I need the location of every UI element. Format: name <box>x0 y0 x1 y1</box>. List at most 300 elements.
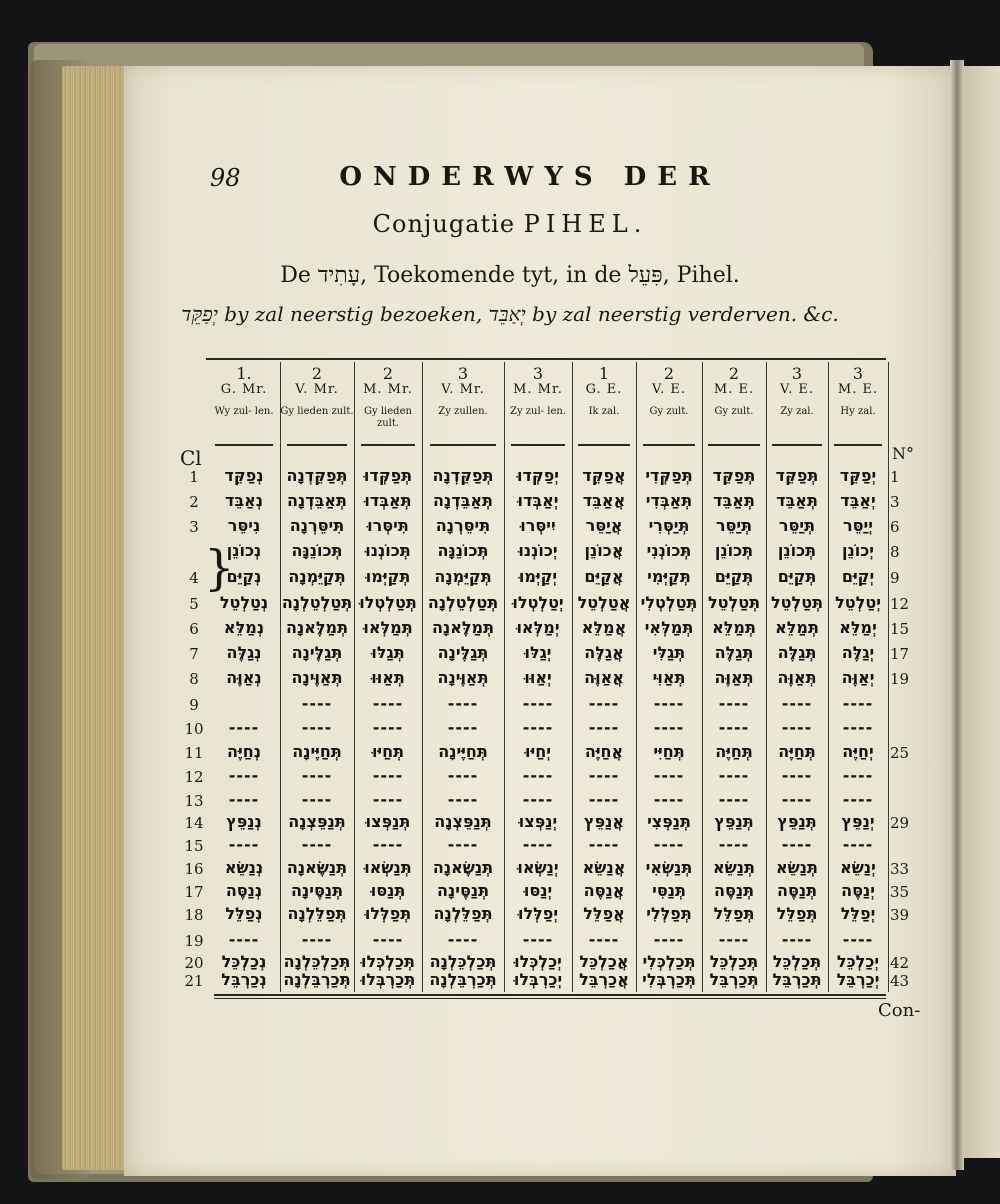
column-header-rule <box>215 444 273 446</box>
table-cell: תְּפַקֵּדְנָה <box>432 466 494 485</box>
table-cell: ---- <box>653 766 685 785</box>
example-line: יְפַקֵּד by zal neerstig bezoeken, יְאַבֵּד by zal neerstig verderven. &c. <box>181 302 839 326</box>
table-cell: תְּכַרְבֵּל <box>772 970 822 989</box>
table-cell: תְּפַקֵּדְנָה <box>286 466 348 485</box>
table-cell: תְּנַסֶּינָה <box>436 881 489 900</box>
row-class-number: 17 <box>184 883 204 901</box>
table-cell: יְנַפֵּץ <box>841 812 875 831</box>
table-cell: ---- <box>301 930 333 949</box>
table-cell: אֲאַבֵּד <box>582 491 626 510</box>
table-cell: תְּפַלֵּלְנָה <box>433 904 493 923</box>
table-cell: יְפַקֵּד <box>839 466 877 485</box>
column-header-rule <box>287 444 346 446</box>
table-cell: נְכַלְכֵּל <box>221 952 267 971</box>
table-cell: ---- <box>522 766 554 785</box>
row-reference-number: 35 <box>890 883 910 901</box>
column-header-trans: Zy zul- len. <box>510 406 566 417</box>
column-header-person: M. E. <box>713 382 755 397</box>
table-cell: ---- <box>588 930 620 949</box>
column-header <box>702 364 766 418</box>
table-cell: תְּנַפְּצִי <box>647 812 691 831</box>
column-header-trans: Wy zul- len. <box>214 406 274 417</box>
table-cell: תְּכַלְכֵּלְנָה <box>429 952 497 971</box>
table-cell: ---- <box>228 766 260 785</box>
table-cell: אֲנַפֵּץ <box>584 812 624 831</box>
table-cell: תְּכַלְכֵּל <box>709 952 759 971</box>
column-header-num: 2 <box>663 364 675 383</box>
column-header <box>636 364 702 418</box>
column-header <box>422 364 504 418</box>
table-top-rule <box>206 358 886 360</box>
table-cell: תְּגַלֶּה <box>777 643 817 662</box>
table-cell: תְּאַוֶּינָה <box>437 668 489 687</box>
table-cell: ---- <box>653 718 685 737</box>
table-cell: יְנַשְּׂאוּ <box>517 858 559 877</box>
table-cell: נְכַרְבֵּל <box>221 970 267 989</box>
table-cell: אֲנַשֵּׂא <box>582 858 626 877</box>
table-cell: יְיַסֵּר <box>843 516 873 535</box>
table-cell: נְנַשֵּׂא <box>224 858 264 877</box>
table-cell: תְּנַשְּׂאִי <box>645 858 693 877</box>
table-cell: ---- <box>447 694 479 713</box>
table-cell: אֲגַלֶּה <box>584 643 624 662</box>
table-cell: ---- <box>447 930 479 949</box>
table-cell: תְּנַפֵּץ <box>777 812 817 831</box>
table-cell: יְטַלְטֵל <box>835 593 881 612</box>
row-reference-number: 29 <box>890 814 910 832</box>
table-cell: ---- <box>372 766 404 785</box>
table-cell: יְחַיּוּ <box>525 742 551 761</box>
table-bottom-rule <box>214 994 886 996</box>
table-cell: תְּחַיּוּ <box>371 742 405 761</box>
table-cell: תְּנַשֵּׂא <box>713 858 755 877</box>
table-cell: תְּאַוּוּ <box>371 668 405 687</box>
table-cell: יְכַרְבֵּל <box>836 970 880 989</box>
table-cell: אֲכוֹנֵן <box>584 541 624 560</box>
column-header-num: 3 <box>852 364 864 383</box>
table-cell: ---- <box>588 790 620 809</box>
table-cell: נְפַקֵּד <box>224 466 264 485</box>
row-class-number: 15 <box>184 837 204 855</box>
column-header-trans: Gy lieden zult. <box>280 406 354 417</box>
table-cell: ---- <box>842 766 874 785</box>
table-cell: נְחַיֶּה <box>227 742 261 761</box>
table-cell: תְּחַיֶּינָה <box>292 742 342 761</box>
row-class-number: 6 <box>189 620 199 638</box>
table-cell: תְּנַפְּצוּ <box>365 812 411 831</box>
column-header-person: V. E. <box>651 382 686 397</box>
table-cell: יְקַיְּמוּ <box>518 567 558 586</box>
row-reference-number: 3 <box>890 493 900 511</box>
table-cell: ---- <box>588 835 620 854</box>
table-cell: תְּכוֹנֵנָּה <box>437 541 489 560</box>
table-cell: יְאַוּוּ <box>524 668 552 687</box>
column-header-rule <box>643 444 696 446</box>
table-cell: ---- <box>718 930 750 949</box>
subtitle: De עָתִיד, Toekomende tyt, in de פִּעֵל, Pihel. <box>280 263 740 288</box>
table-cell: ---- <box>301 766 333 785</box>
table-cell: תְּנַסֶּה <box>713 881 755 900</box>
table-cell: אֲיַסֵּר <box>585 516 623 535</box>
row-class-number: 1 <box>189 468 199 486</box>
column-header-rule <box>511 444 565 446</box>
table-cell: תְּאַבֵּד <box>776 491 818 510</box>
table-cell: תְּאַוִּי <box>652 668 686 687</box>
catchword: Con- <box>878 1000 921 1021</box>
page-number: 98 <box>210 164 241 192</box>
table-cell: אֲאַוֶּה <box>584 668 624 687</box>
column-header <box>572 364 636 418</box>
column-header-trans: Hy zal. <box>840 406 876 417</box>
row-class-number: 3 <box>189 518 199 536</box>
column-header-num: 2 <box>728 364 740 383</box>
table-cell: תְּנַשֵּׂא <box>776 858 818 877</box>
table-cell: נְמַלֵּא <box>223 618 265 637</box>
table-cell: תְּטַלְטֵל <box>770 593 824 612</box>
row-class-number: 13 <box>184 792 204 810</box>
column-header-person: M. E. <box>837 382 879 397</box>
table-cell: יְכַלְכְּלוּ <box>514 952 562 971</box>
table-cell: תְּגַלֶּינָה <box>291 643 343 662</box>
table-cell: תְּאַבֵּדְנָה <box>433 491 493 510</box>
table-cell: יְכַלְכֵּל <box>836 952 880 971</box>
table-cell: נְאַבֵּד <box>224 491 264 510</box>
table-cell: ---- <box>718 790 750 809</box>
row-reference-number: 43 <box>890 972 910 990</box>
table-cell: תְּגַלֶּינָה <box>437 643 489 662</box>
table-cell: אֲטַלְטֵל <box>577 593 631 612</box>
table-cell: תְּפַקֵּד <box>775 466 819 485</box>
table-cell: ---- <box>522 835 554 854</box>
table-cell: יְמַלְּאוּ <box>516 618 560 637</box>
row-class-number: 18 <box>184 906 204 924</box>
column-header-trans: Zy zal. <box>780 406 814 417</box>
table-cell: תְּפַלֵּל <box>713 904 755 923</box>
table-cell: תְּפַלְּלִי <box>646 904 692 923</box>
table-cell: תְּגַלּוּ <box>371 643 405 662</box>
column-header-rule <box>834 444 882 446</box>
table-cell: תִּיסְּרוּ <box>367 516 409 535</box>
table-cell: ---- <box>781 766 813 785</box>
row-reference-number: 19 <box>890 670 910 688</box>
table-cell: ---- <box>228 930 260 949</box>
column-header <box>504 364 572 418</box>
table-cell: תְּטַלְטֵלְנָה <box>427 593 499 612</box>
table-cell: תְּמַלֵּא <box>712 618 756 637</box>
column-header-trans: Ik zal. <box>588 406 620 417</box>
table-cell: תְּיַסְּרִי <box>648 516 690 535</box>
table-cell: נְנַפֵּץ <box>226 812 262 831</box>
table-cell: ---- <box>372 718 404 737</box>
row-reference-number: 39 <box>890 906 910 924</box>
table-cell: ---- <box>447 835 479 854</box>
table-cell: ---- <box>522 930 554 949</box>
table-cell: תְּאַבְּדוּ <box>364 491 412 510</box>
row-class-number: 12 <box>184 768 204 786</box>
table-cell: יְטַלְטְלוּ <box>512 593 564 612</box>
table-cell: ---- <box>653 694 685 713</box>
row-reference-number: 15 <box>890 620 910 638</box>
table-cell: תְּמַלֶּאנָה <box>431 618 495 637</box>
table-cell: נְקַיֵּם <box>226 567 262 586</box>
column-header-person: V. Mr. <box>295 382 339 397</box>
row-reference-number: 25 <box>890 744 910 762</box>
column-header-person: G. Mr. <box>220 382 268 397</box>
table-cell: ---- <box>301 718 333 737</box>
table-cell: תְּפַקְּדִי <box>645 466 693 485</box>
table-cell: ---- <box>781 694 813 713</box>
page-header <box>0 162 1000 202</box>
table-cell: ---- <box>653 790 685 809</box>
table-cell: תְּטַלְטְלִי <box>640 593 698 612</box>
table-cell: ---- <box>718 835 750 854</box>
table-cell: תְּגַלִּי <box>652 643 686 662</box>
table-cell: ---- <box>588 694 620 713</box>
row-class-number: 20 <box>184 954 204 972</box>
column-header-rule <box>361 444 415 446</box>
table-cell: ---- <box>718 694 750 713</box>
table-cell: ---- <box>372 835 404 854</box>
table-cell: ---- <box>522 694 554 713</box>
column-header-trans: Gy zult. <box>714 406 754 417</box>
table-cell: יְמַלֵּא <box>839 618 877 637</box>
table-cell: תְּפַלֵּל <box>776 904 818 923</box>
title-main: PIHEL. <box>523 210 648 238</box>
column-header <box>766 364 828 418</box>
column-header-person: M. Mr. <box>513 382 563 397</box>
table-cell: ---- <box>301 790 333 809</box>
table-cell: ---- <box>522 790 554 809</box>
table-cell: תְּנַפֵּץ <box>714 812 754 831</box>
page-title <box>260 210 760 238</box>
table-cell: תְּיַסֵּר <box>715 516 753 535</box>
brace-mark: } <box>204 540 235 596</box>
table-cell: תְּפַקְּדוּ <box>363 466 413 485</box>
table-cell: ---- <box>588 718 620 737</box>
table-cell: ---- <box>842 930 874 949</box>
table-cell: נְנַסֶּה <box>225 881 263 900</box>
table-cell: יְנַסֶּה <box>841 881 875 900</box>
table-cell: יְכוֹנְנוּ <box>518 541 558 560</box>
table-cell: יְכוֹנֵן <box>841 541 874 560</box>
table-cell: ---- <box>447 718 479 737</box>
row-reference-number: 8 <box>890 543 900 561</box>
column-header-trans: Zy zullen. <box>438 406 488 417</box>
table-cell: ---- <box>522 718 554 737</box>
table-cell: תְּקַיֵּמְנָה <box>288 567 346 586</box>
row-class-number: 16 <box>184 860 204 878</box>
table-cell: יְפַלֵּל <box>840 904 876 923</box>
table-cell: נְטַלְטֵל <box>219 593 269 612</box>
table-cell: נְאַוֶּה <box>226 668 262 687</box>
table-cell: תְּחַיֶּה <box>715 742 753 761</box>
table-cell: תְּפַקֵּד <box>712 466 756 485</box>
row-class-number: 4 <box>189 569 199 587</box>
table-cell: ---- <box>653 835 685 854</box>
column-header-person: V. E. <box>779 382 814 397</box>
table-cell: ---- <box>301 835 333 854</box>
table-cell: תְּאַוֶּה <box>777 668 817 687</box>
table-cell: תְּחַיֶּינָה <box>438 742 488 761</box>
table-cell: יְנַפְּצוּ <box>518 812 558 831</box>
table-cell: תְּטַלְטֵל <box>707 593 761 612</box>
table-cell: תְּכוֹנְנוּ <box>365 541 411 560</box>
table-cell: ---- <box>228 718 260 737</box>
table-cell: תְּחַיִּי <box>653 742 685 761</box>
table-cell: תְּנַסּוּ <box>370 881 406 900</box>
table-cell: ---- <box>588 766 620 785</box>
row-reference-number: 6 <box>890 518 900 536</box>
table-cell: תְּחַיֶּה <box>778 742 816 761</box>
table-cell: יְפַלְּלוּ <box>517 904 559 923</box>
table-cell: ---- <box>228 790 260 809</box>
column-header <box>828 364 888 418</box>
table-cell: תְּמַלֶּאנָה <box>285 618 349 637</box>
column-header-rule <box>708 444 759 446</box>
table-cell: נְפַלֵּל <box>225 904 263 923</box>
row-class-number: 19 <box>184 932 204 950</box>
table-cell: תְּיַסֵּר <box>778 516 816 535</box>
table-cell: תִּיסֵּרְנָה <box>435 516 491 535</box>
table-cell: תְּאַוֶּה <box>714 668 754 687</box>
table-cell: ---- <box>842 718 874 737</box>
table-cell: ---- <box>842 835 874 854</box>
table-cell: יְפַקְּדוּ <box>517 466 559 485</box>
row-reference-number: 17 <box>890 645 910 663</box>
table-cell: יְקַיֵּם <box>841 567 875 586</box>
table-cell: תְּכַרְבֵּלְנָה <box>429 970 497 989</box>
table-cell: אֲפַקֵּד <box>582 466 626 485</box>
title-prefix: Conjugatie <box>372 210 516 238</box>
table-cell: תְּכַלְכְּלִי <box>642 952 696 971</box>
table-cell: ---- <box>842 790 874 809</box>
table-cell: אֲנַסֶּה <box>583 881 625 900</box>
table-cell: ---- <box>447 790 479 809</box>
column-header <box>354 364 422 430</box>
table-cell: תְּכוֹנֵן <box>777 541 817 560</box>
table-cell: תְּכַרְבֵּל <box>709 970 759 989</box>
table-cell: תְּאַבֵּדְנָה <box>287 491 347 510</box>
table-cell: תְּקַיְּמוּ <box>365 567 411 586</box>
table-cell: תְּפַלֵּלְנָה <box>287 904 347 923</box>
column-header-num: 1 <box>598 364 610 383</box>
column-header-num: 1. <box>236 364 252 383</box>
table-cell: יְחַיֶּה <box>842 742 874 761</box>
column-header-person: G. E. <box>585 382 623 397</box>
table-cell: יְנַשֵּׂא <box>840 858 876 877</box>
table-cell: תְּקַיְּמִי <box>647 567 691 586</box>
table-cell: תְּכַלְכֵּלְנָה <box>283 952 351 971</box>
table-cell: ---- <box>301 694 333 713</box>
table-cell: ---- <box>372 930 404 949</box>
table-cell: תְּנַשֶּׂאנָה <box>432 858 494 877</box>
table-cell: אֲכַלְכֵּל <box>579 952 629 971</box>
table-cell: תְּקַיֵּם <box>714 567 754 586</box>
column-header-rule <box>772 444 822 446</box>
table-cell: יְגַלּוּ <box>524 643 552 662</box>
table-cell: יְאַבְּדוּ <box>517 491 559 510</box>
table-cell: תְּכוֹנְנִי <box>646 541 692 560</box>
row-class-number: 21 <box>184 972 204 990</box>
row-reference-number: 1 <box>890 468 900 486</box>
row-class-number: 8 <box>189 670 199 688</box>
row-class-number: 10 <box>184 720 204 738</box>
table-cell: תְּנַסֶּה <box>776 881 818 900</box>
table-cell: תְּמַלְּאִי <box>644 618 694 637</box>
column-header-num: 3 <box>532 364 544 383</box>
table-cell: תְּאַבֵּד <box>713 491 755 510</box>
column-header-rule <box>578 444 629 446</box>
row-class-number: 9 <box>189 696 199 714</box>
table-cell: תְּטַלְטֵלְנָה <box>281 593 353 612</box>
column-header-num: 2 <box>311 364 323 383</box>
table-cell: תְּמַלֵּא <box>775 618 819 637</box>
column-header <box>208 364 280 418</box>
table-cell: תְּנַשֶּׂאנָה <box>286 858 348 877</box>
table-cell: יְאַוֶּה <box>841 668 875 687</box>
class-column-label: Cl <box>180 446 202 470</box>
table-cell: נְגַלֶּה <box>226 643 262 662</box>
number-column-label: N° <box>892 444 914 463</box>
table-cell: תְּכַרְבְּלוּ <box>360 970 416 989</box>
table-cell: תְּנַפֵּצְנָה <box>288 812 346 831</box>
table-cell: אֲכַרְבֵּל <box>579 970 629 989</box>
table-cell: אֲפַלֵּל <box>583 904 625 923</box>
table-cell: תְּכוֹנֵנָּה <box>291 541 343 560</box>
column-header-trans: Gy zult. <box>649 406 689 417</box>
row-reference-number: 9 <box>890 569 900 587</box>
table-cell: יְאַבֵּד <box>840 491 876 510</box>
running-head: ONDERWYS DER <box>339 162 721 192</box>
table-cell: אֲקַיֵּם <box>584 567 624 586</box>
page-block-edge <box>62 66 128 1170</box>
column-header-person: V. Mr. <box>441 382 485 397</box>
table-cell: יְכַרְבְּלוּ <box>513 970 563 989</box>
table-cell: תְּקַיֵּמְנָה <box>434 567 492 586</box>
table-cell: ---- <box>372 694 404 713</box>
table-cell: תְּגַלֶּה <box>714 643 754 662</box>
table-cell: ---- <box>781 835 813 854</box>
table-cell: תְּאַבְּדִי <box>645 491 693 510</box>
table-cell: יְגַלֶּה <box>841 643 875 662</box>
table-cell: אֲמַלֵּא <box>581 618 627 637</box>
table-cell: תְּפַלְּלוּ <box>364 904 412 923</box>
column-header-num: 3 <box>791 364 803 383</box>
table-cell: נְכוֹנֵן <box>226 541 262 560</box>
column-header-rule <box>430 444 496 446</box>
table-cell: תְּאַוֶּינָה <box>291 668 343 687</box>
table-cell: נִיסֵּר <box>227 516 261 535</box>
table-cell: ---- <box>718 766 750 785</box>
table-cell: תְּכַרְבֵּלְנָה <box>283 970 351 989</box>
column-header-num: 2 <box>382 364 394 383</box>
row-class-number: 5 <box>189 595 199 613</box>
table-cell: תְּכַלְכֵּל <box>772 952 822 971</box>
table-cell: תְּמַלְּאוּ <box>363 618 413 637</box>
table-cell: תְּכוֹנֵן <box>714 541 754 560</box>
table-cell: תְּנַסֶּינָה <box>290 881 343 900</box>
table-cell: תְּקַיֵּם <box>777 567 817 586</box>
row-class-number: 2 <box>189 493 199 511</box>
table-cell: ---- <box>781 718 813 737</box>
table-cell: יְנַסּוּ <box>523 881 553 900</box>
row-reference-number: 42 <box>890 954 910 972</box>
table-cell: ---- <box>372 790 404 809</box>
row-class-number: 7 <box>189 645 199 663</box>
facing-page <box>962 66 1000 1158</box>
table-cell: ---- <box>781 790 813 809</box>
row-class-number: 11 <box>184 744 204 762</box>
